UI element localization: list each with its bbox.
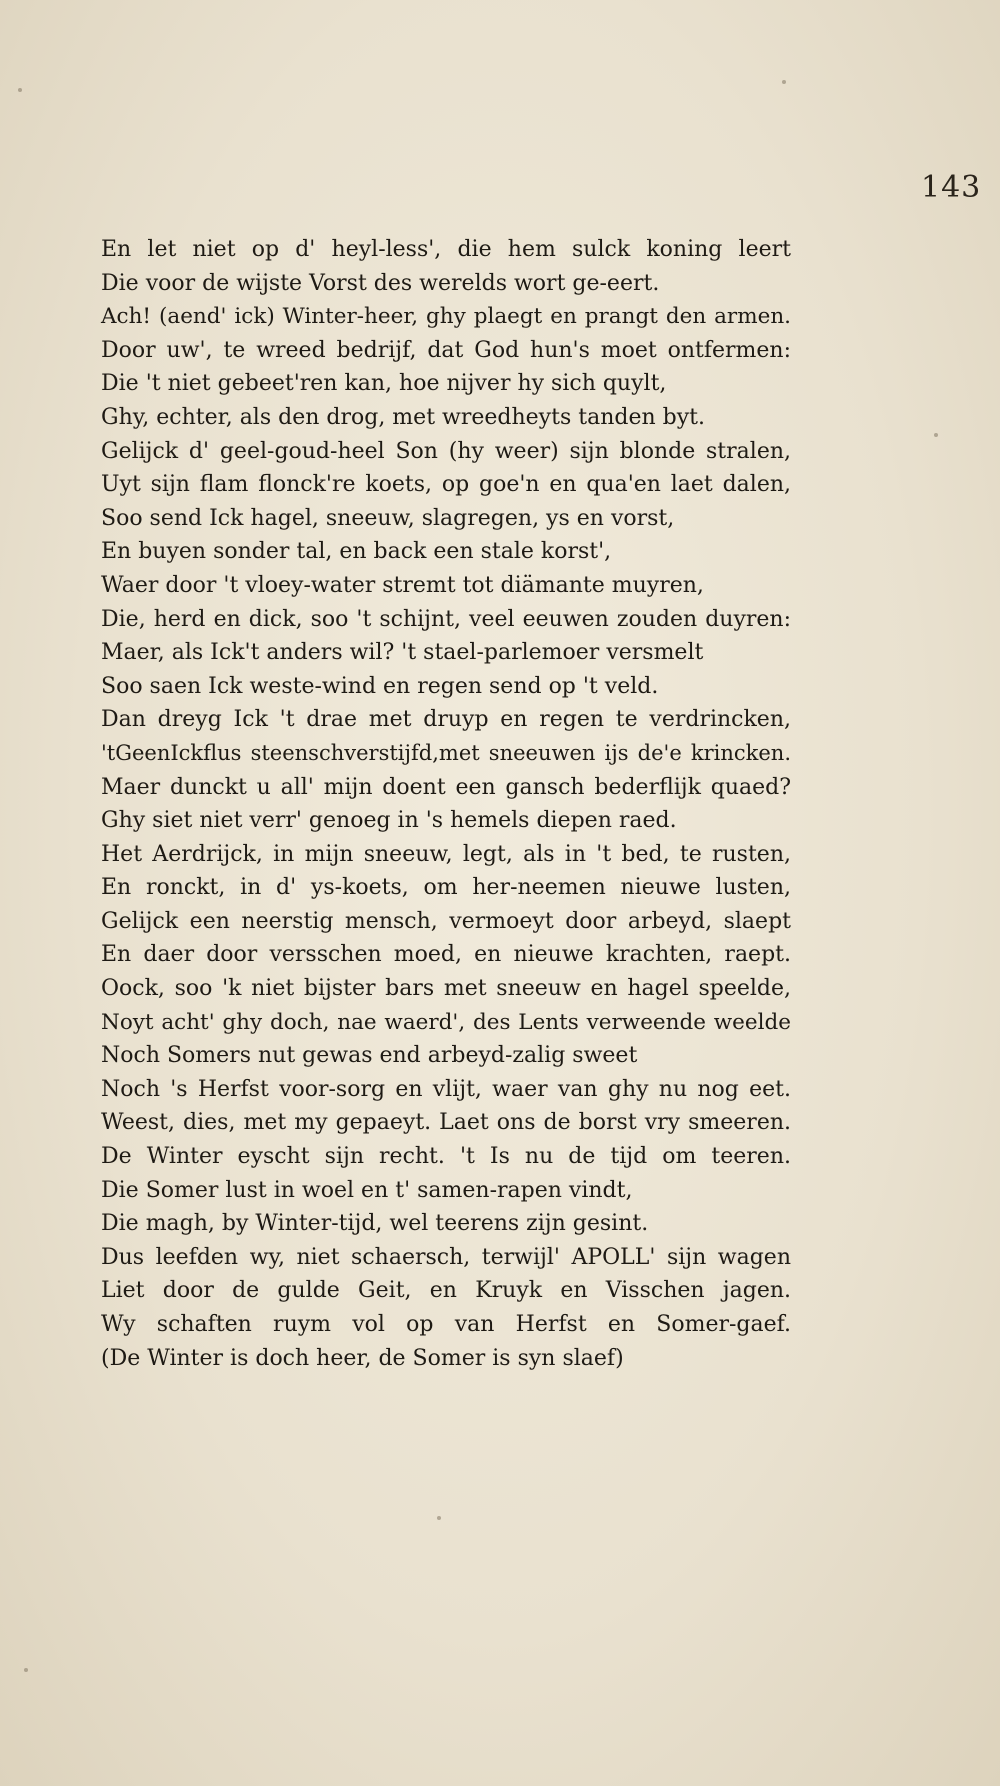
poem-line-21: Gelijck een neerstig mensch, vermoeyt door arbeyd, slaept [101, 908, 791, 934]
poem-line-19: Het Aerdrijck, in mijn sneeuw, legt, als in 't bed, te rusten, [101, 841, 791, 867]
poem-line-4: Door uw', te wreed bedrijf, dat God hun's moet ontfermen: [101, 337, 791, 363]
poem-line-5: Die 't niet gebeet'ren kan, hoe nijver hy sich quylt, [101, 371, 667, 397]
poem-line-15: Dan dreyg Ick 't drae met druyp en regen te verdrincken, [101, 707, 791, 733]
paper-speck [437, 1516, 441, 1520]
poem-line-30: Die magh, by Winter-tijd, wel teerens zijn gesint. [101, 1211, 649, 1237]
poem-line-3: Ach! (aend' ick) Winter-heer, ghy plaegt en prangt den armen. [101, 304, 791, 330]
poem-line-24: Noyt acht' ghy doch, nae waerd', des Lents verweende weelde [101, 1009, 791, 1035]
poem-line-2: Die voor de wijste Vorst des werelds wort ge-eert. [101, 270, 660, 296]
poem-line-28: De Winter eyscht sijn recht. 't Is nu de tijd om teeren. [101, 1144, 791, 1170]
poem-line-9: Soo send Ick hagel, sneeuw, slagregen, ys en vorst, [101, 505, 675, 531]
paper-speck [782, 80, 786, 84]
poem-line-34: (De Winter is doch heer, de Somer is syn slaef) [101, 1345, 624, 1371]
poem-line-29: Die Somer lust in woel en t' samen-rapen vindt, [101, 1177, 633, 1203]
paper-speck [24, 1668, 28, 1672]
poem-line-22: En daer door versschen moed, en nieuwe krachten, raept. [101, 942, 791, 968]
poem-line-7: Gelijck d' geel-goud-heel Son (hy weer) sijn blonde stralen, [101, 438, 791, 464]
poem-line-33: Wy schaften ruym vol op van Herfst en Somer-gaef. [101, 1312, 791, 1337]
poem-line-13: Maer, als Ick't anders wil? 't stael-parlemoer versmelt [101, 640, 704, 666]
poem-line-1: En let niet op d' heyl-less', die hem sulck koning leert [101, 237, 791, 262]
poem-line-6: Ghy, echter, als den drog, met wreedheyts tanden byt. [101, 404, 705, 430]
poem-line-23: Oock, soo 'k niet bijster bars met sneeuw en hagel speelde, [101, 976, 791, 1002]
poem-line-12: Die, herd en dick, soo 't schijnt, veel eeuwen zouden duyren: [101, 606, 791, 632]
poem-line-25: Noch Somers nut gewas end arbeyd-zalig sweet [101, 1043, 638, 1069]
poem-text [101, 233, 791, 1375]
paper-speck [18, 88, 22, 92]
poem-line-20: En ronckt, in d' ys-koets, om her-neemen nieuwe lusten, [101, 875, 791, 901]
poem-line-31: Dus leefden wy, niet schaersch, terwijl' APOLL' sijn wagen [101, 1244, 791, 1270]
poem-line-14: Soo saen Ick weste-wind en regen send op 't veld. [101, 673, 659, 699]
poem-line-17: Maer dunckt u all' mijn doent een gansch bederflijk quaed? [101, 774, 791, 800]
poem-line-26: Noch 's Herfst voor-sorg en vlijt, waer van ghy nu nog eet. [101, 1076, 791, 1102]
paper-speck [934, 433, 938, 437]
poem-line-32: Liet door de gulde Geit, en Kruyk en Visschen jagen. [101, 1278, 791, 1304]
page-number: 143 [921, 170, 982, 205]
poem-line-18: Ghy siet niet verr' genoeg in 's hemels diepen raed. [101, 808, 677, 834]
poem-line-27: Weest, dies, met my gepaeyt. Laet ons de borst vry smeeren. [101, 1110, 791, 1136]
poem-line-10: En buyen sonder tal, en back een stale korst', [101, 539, 612, 565]
poem-line-8: Uyt sijn flam flonck're koets, op goe'n en qua'en laet dalen, [101, 472, 791, 498]
poem-line-16: 'tGeenIckflus steenschverstijfd,met sneeuwen ijs de'e krincken. [101, 740, 791, 765]
poem-line-11: Waer door 't vloey-water stremt tot diämante muyren, [101, 572, 704, 598]
